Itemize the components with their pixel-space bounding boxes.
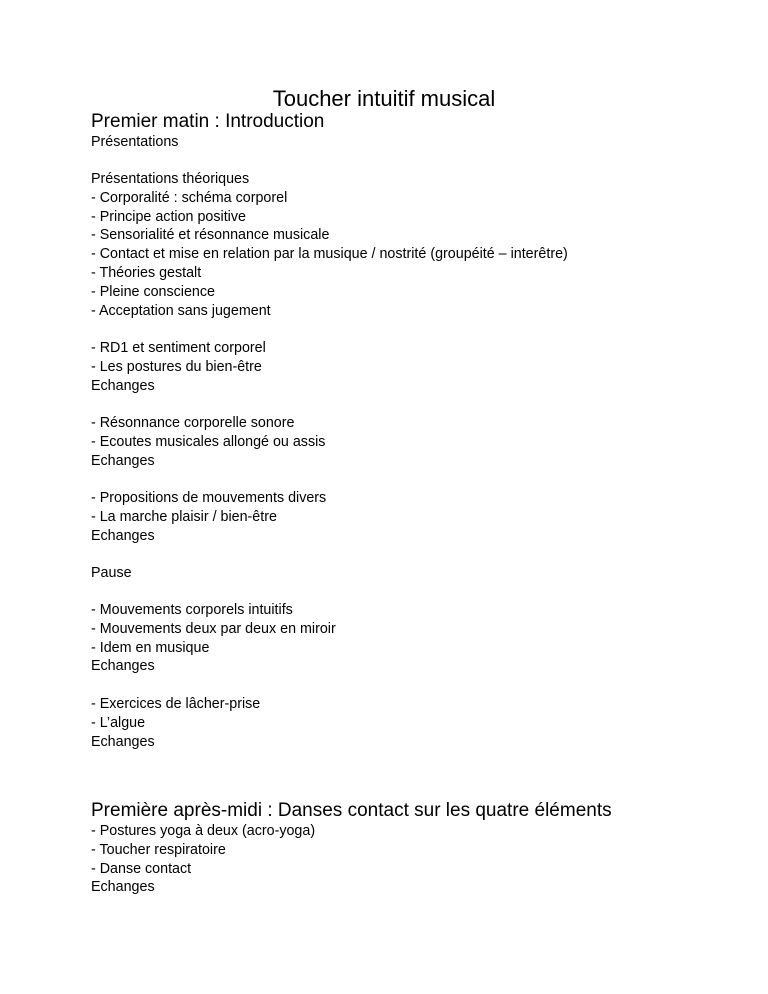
- text-line: - Exercices de lâcher-prise: [91, 696, 261, 712]
- text-line: - Contact et mise en relation par la musique / nostrité (groupéité – interêtre): [91, 246, 568, 263]
- text-line: Echanges: [91, 527, 155, 544]
- text-line: - Théories gestalt: [91, 264, 202, 281]
- text-line: - L’algue: [91, 714, 146, 731]
- text-line: - Sensorialité et résonnance musicale: [91, 227, 330, 244]
- presentations-line: [91, 133, 178, 152]
- movement-block: [91, 489, 326, 545]
- text-line: Echanges: [91, 658, 155, 675]
- afternoon-block: [91, 822, 315, 897]
- text-line: - Postures yoga à deux (acro-yoga): [91, 823, 316, 839]
- text-line: - Toucher respiratoire: [91, 841, 226, 858]
- text-line: - Les postures du bien-être: [91, 358, 262, 375]
- letgo-block: [91, 695, 260, 751]
- text-line: Présentations théoriques: [91, 171, 250, 187]
- section-heading-premiere-apres-midi: Première après-midi : Danses contact sur les quatre éléments: [91, 800, 612, 821]
- intuitive-block: [91, 601, 336, 676]
- text-line: - Ecoutes musicales allongé ou assis: [91, 433, 326, 450]
- document-title: Toucher intuitif musical: [272, 86, 496, 111]
- text-line: - RD1 et sentiment corporel: [91, 340, 266, 356]
- text-line: - Mouvements corporels intuitifs: [91, 602, 293, 618]
- text-line: - Pleine conscience: [91, 283, 215, 300]
- text-line: - Idem en musique: [91, 639, 210, 656]
- text-line: Pause: [91, 565, 132, 581]
- rd1-block: [91, 339, 266, 395]
- text-line: Echanges: [91, 377, 155, 394]
- text-line: Echanges: [91, 452, 155, 469]
- resonance-block: [91, 414, 325, 470]
- text-line: - Corporalité : schéma corporel: [91, 189, 288, 206]
- text-line: - Mouvements deux par deux en miroir: [91, 620, 336, 637]
- text-line: - Résonnance corporelle sonore: [91, 415, 295, 431]
- theory-block: [91, 170, 568, 320]
- pause-line: [91, 564, 132, 583]
- text-line: - Principe action positive: [91, 208, 246, 225]
- text-line: Echanges: [91, 879, 155, 896]
- text-line: Présentations: [91, 134, 179, 150]
- text-line: - La marche plaisir / bien-être: [91, 508, 277, 525]
- text-line: - Acceptation sans jugement: [91, 302, 271, 319]
- text-line: Echanges: [91, 733, 155, 750]
- text-line: - Danse contact: [91, 860, 192, 877]
- section-heading-premier-matin: Premier matin : Introduction: [91, 111, 325, 132]
- text-line: - Propositions de mouvements divers: [91, 490, 327, 506]
